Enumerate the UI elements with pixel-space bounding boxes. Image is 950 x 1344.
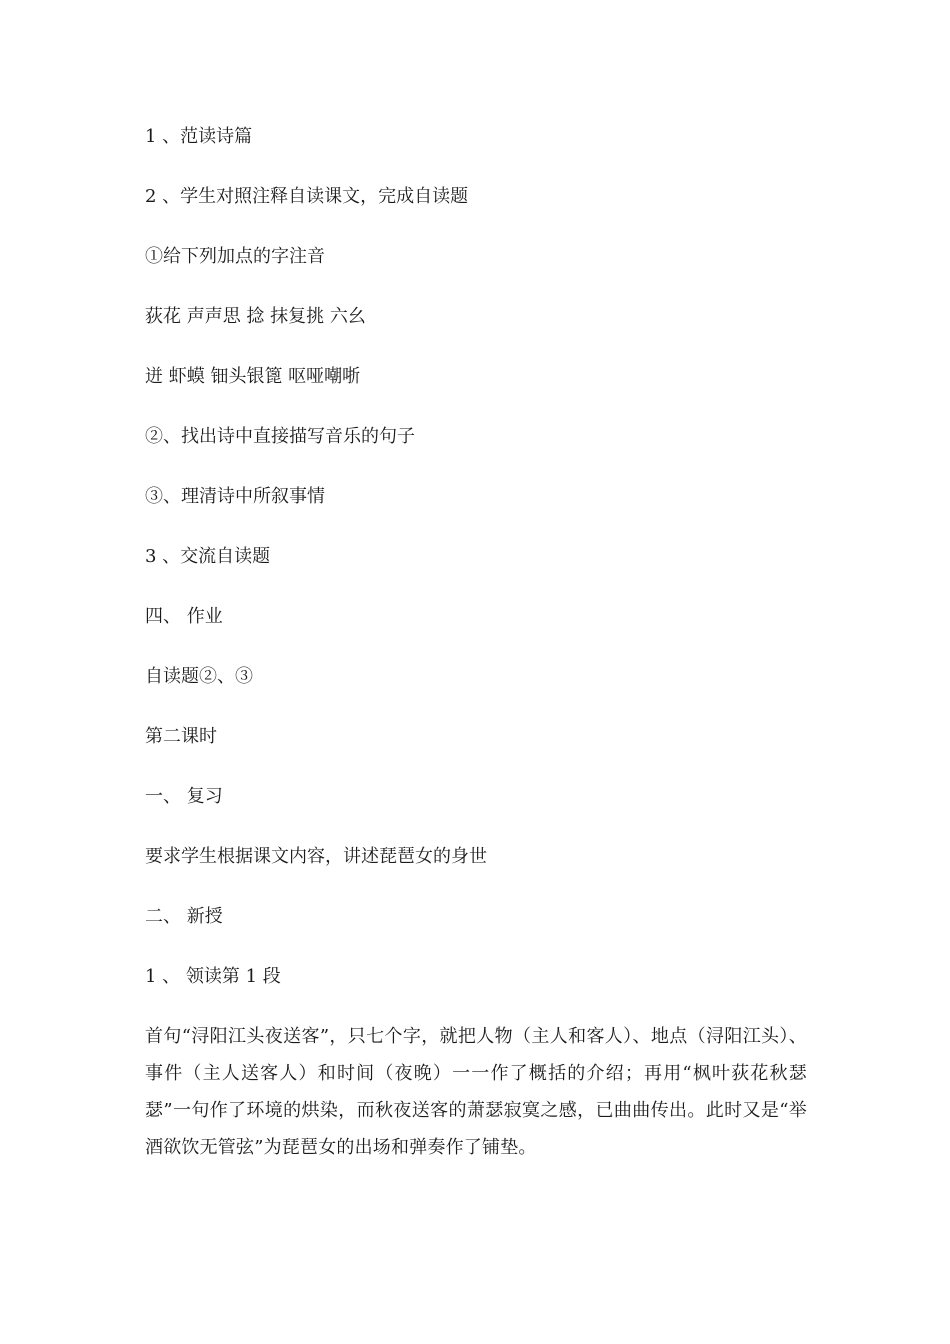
text-line: 自读题②、③ — [145, 666, 253, 687]
section-heading: 一、 复习 — [145, 786, 223, 807]
text-line: 荻花 声声思 捻 抹复挑 六幺 — [145, 306, 366, 327]
section-heading: 四、 作业 — [145, 606, 223, 627]
text-line: 要求学生根据课文内容，讲述琵琶女的身世 — [145, 846, 487, 867]
document-body — [145, 118, 807, 1166]
text-line: ③、理清诗中所叙事情 — [145, 486, 325, 507]
text-line: 迸 虾蟆 钿头银篦 呕哑嘲哳 — [145, 366, 361, 387]
body-paragraph: 首句“浔阳江头夜送客”，只七个字，就把人物（主人和客人）、地点（浔阳江头）、事件（主人送客人）和时间（夜晚）一一作了概括的介绍；再用“枫叶荻花秋瑟瑟”一句作了环境的烘染，而秋夜送客的萧瑟寂寞之感，已曲曲传出。此时又是“举酒欲饮无管弦”为琵琶女的出场和弹奏作了铺垫。 — [145, 1026, 807, 1158]
text-line: 1 、 领读第 1 段 — [145, 966, 281, 987]
text-line: 1 、范读诗篇 — [145, 126, 253, 147]
section-heading: 第二课时 — [145, 726, 217, 747]
text-line: 2 、学生对照注释自读课文，完成自读题 — [145, 186, 469, 207]
text-line: ①给下列加点的字注音 — [145, 246, 325, 267]
text-line: 3 、交流自读题 — [145, 546, 271, 567]
section-heading: 二、 新授 — [145, 906, 223, 927]
text-line: ②、找出诗中直接描写音乐的句子 — [145, 426, 415, 447]
